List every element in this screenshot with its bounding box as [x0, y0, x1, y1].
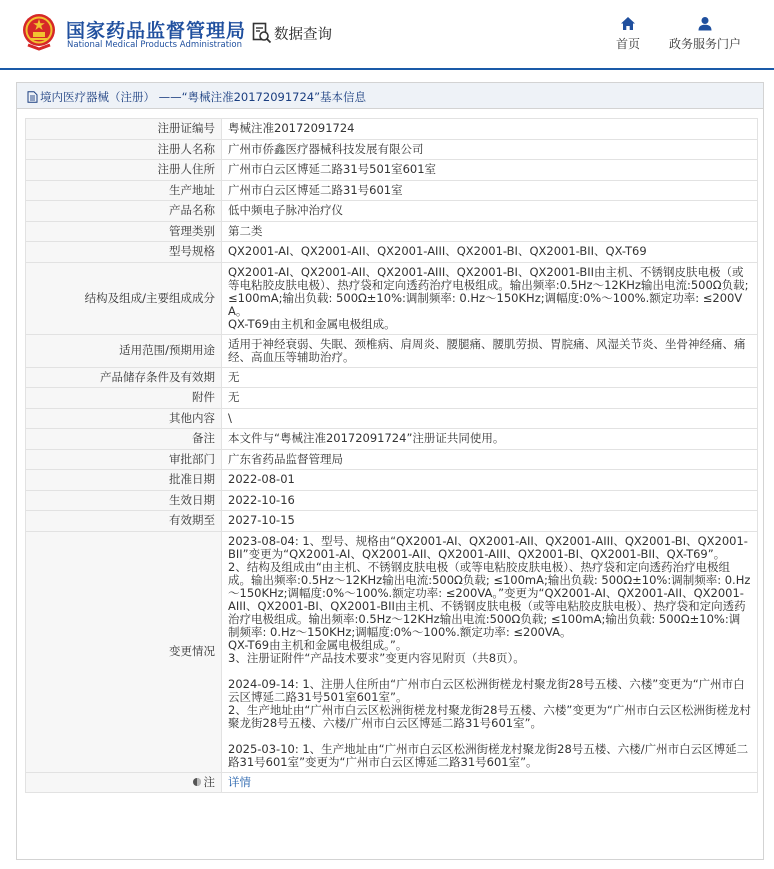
table-row [26, 408, 758, 429]
table-row [26, 334, 758, 367]
table-row [26, 180, 758, 201]
field-value: 广州市白云区博延二路31号601室 [222, 180, 758, 201]
field-value: 广州市白云区博延二路31号501室601室 [222, 160, 758, 181]
change-line: 2、结构及组成由“由主机、不锈钢皮肤电极（或等电粘胶皮肤电极）、热疗袋和定向透药治疗电极组成。输出频率:0.5Hz～12KHz输出电流:500Ω负载; ≤100mA;输出负载: 500Ω±10%:调制频率: 0.Hz～150KHz;调幅度:0%～100%.额定功率: ≤200VA。”变更为“QX2001-AI、QX2001-AII、QX2001-AIII、QX2001-BI、QX2001-BII由主机、不锈钢皮肤电极（或等电粘胶皮肤电极）、热疗袋和定向透药治疗电极组成。输出频率:0.5Hz～12KHz输出电流:500Ω负载; ≤100mA;输出负载: 500Ω±10%:调制频率: 0.Hz～150KHz;调幅度:0%～100%.额定功率: ≤200VA。 [228, 559, 751, 639]
field-value: 无 [222, 388, 758, 409]
registration-info-table [25, 118, 758, 793]
details-link[interactable]: 详情 [228, 774, 251, 789]
nav-home[interactable] [612, 16, 644, 52]
field-label: 管理类别 [26, 221, 222, 242]
nav-service-label[interactable]: 政务服务门户 [668, 37, 741, 51]
field-value: 本文件与“粤械注准20172091724”注册证共同使用。 [222, 429, 758, 450]
field-value-line: QX-T69由主机和金属电极组成。 [228, 316, 396, 331]
field-value: 粤械注准20172091724 [222, 119, 758, 140]
field-label: 有效期至 [26, 511, 222, 532]
change-line: 2、生产地址由“广州市白云区松洲街槎龙村聚龙街28号五楼、六楼”变更为“广州市白云区松洲街槎龙村聚龙街28号五楼、六楼/广州市白云区博延二路31号601室”。 [228, 702, 751, 730]
field-label: 附件 [26, 388, 222, 409]
field-label: 结构及组成/主要组成成分 [26, 262, 222, 334]
field-value: 第二类 [222, 221, 758, 242]
brand-title-cn: 国家药品监督管理局 [66, 20, 247, 42]
table-row [26, 388, 758, 409]
site-header [0, 0, 774, 70]
field-label: 生产地址 [26, 180, 222, 201]
table-row [26, 119, 758, 140]
data-search-icon [252, 22, 272, 44]
field-value: QX2001-AI、QX2001-AII、QX2001-AIII、QX2001-BI、QX2001-BII、QX-T69 [222, 242, 758, 263]
note-bullet-icon [192, 777, 202, 787]
table-row [26, 429, 758, 450]
nav-service-portal[interactable] [664, 16, 746, 52]
nav-home-label[interactable]: 首页 [615, 37, 640, 51]
note-label-text: 注 [203, 774, 215, 789]
change-line: QX-T69由主机和金属电极组成。”。 [228, 637, 408, 652]
field-label: 注册人住所 [26, 160, 222, 181]
note-label [192, 776, 216, 789]
document-icon [27, 91, 38, 103]
field-label: 注册人名称 [26, 139, 222, 160]
table-row [26, 367, 758, 388]
change-line: 2025-03-10: 1、生产地址由“广州市白云区松洲街槎龙村聚龙街28号五楼、六楼/广州市白云区博延二路31号601室”变更为“广州市白云区博延二路31号601室”。 [228, 741, 749, 769]
table-row [26, 160, 758, 181]
table-row [26, 139, 758, 160]
field-label: 批准日期 [26, 470, 222, 491]
table-row [26, 449, 758, 470]
change-line: 2023-08-04: 1、型号、规格由“QX2001-AI、QX2001-AII、QX2001-AIII、QX2001-BI、QX2001-BII”变更为“QX2001-AI、QX2001-AII、QX2001-AIII、QX2001-BI、QX2001-BII、QX-T69”。 [228, 533, 748, 561]
field-value: 2022-08-01 [222, 470, 758, 491]
change-spacer [228, 730, 751, 743]
table-row [26, 221, 758, 242]
table-row [26, 242, 758, 263]
table-row [26, 490, 758, 511]
field-value: 低中频电子脉冲治疗仪 [222, 201, 758, 222]
field-value-line: QX2001-AI、QX2001-AII、QX2001-AIII、QX2001-BI、QX2001-BII由主机、不锈钢皮肤电极（或等电粘胶皮肤电极）、热疗袋和定向透药治疗电极组成。输出频率:0.5Hz～12KHz输出电流:500Ω负载; ≤100mA;输出负载: 500Ω±10%:调制频率: 0.Hz～150KHz;调幅度:0%～100%.额定功率: ≤200VA。 [228, 264, 749, 318]
field-value: 广东省药品监督管理局 [222, 449, 758, 470]
table-row [26, 772, 758, 793]
field-label: 产品储存条件及有效期 [26, 367, 222, 388]
field-label: 注册证编号 [26, 119, 222, 140]
field-label: 审批部门 [26, 449, 222, 470]
home-icon [620, 16, 636, 31]
field-value: 无 [222, 367, 758, 388]
data-search-title: 数据查询 [274, 27, 332, 43]
user-icon [697, 16, 713, 31]
field-value: 2027-10-15 [222, 511, 758, 532]
change-line: 2024-09-14: 1、注册人住所由“广州市白云区松洲街槎龙村聚龙街28号五楼、六楼”变更为“广州市白云区博延二路31号501室601室”。 [228, 676, 745, 704]
field-value: 广州市侨鑫医疗器械科技发展有限公司 [222, 139, 758, 160]
change-history [222, 531, 758, 772]
field-label: 备注 [26, 429, 222, 450]
panel-header [17, 83, 763, 109]
field-value [222, 772, 758, 793]
panel-title: 境内医疗器械（注册） ——“粤械注准20172091724”基本信息 [40, 90, 367, 104]
field-value: 适用于神经衰弱、失眠、颈椎病、肩周炎、腰腿痛、腰肌劳损、胃脘痛、风湿关节炎、坐骨神经痛、痛经、高血压等辅助治疗。 [222, 334, 758, 367]
detail-panel [16, 82, 764, 860]
field-value [222, 262, 758, 334]
change-line: 3、注册证附件“产品技术要求”变更内容见附页（共8页）。 [228, 650, 525, 665]
field-label: 产品名称 [26, 201, 222, 222]
table-row [26, 531, 758, 772]
table-row [26, 470, 758, 491]
brand-title-en: National Medical Products Administration [67, 40, 242, 50]
national-emblem-icon [22, 13, 56, 51]
change-spacer [228, 665, 751, 678]
field-label: 适用范围/预期用途 [26, 334, 222, 367]
table-row [26, 262, 758, 334]
field-label [26, 772, 222, 793]
field-value: 2022-10-16 [222, 490, 758, 511]
table-row [26, 201, 758, 222]
field-label: 其他内容 [26, 408, 222, 429]
table-row [26, 511, 758, 532]
field-value: \ [222, 408, 758, 429]
field-label: 变更情况 [26, 531, 222, 772]
field-label: 型号规格 [26, 242, 222, 263]
field-label: 生效日期 [26, 490, 222, 511]
